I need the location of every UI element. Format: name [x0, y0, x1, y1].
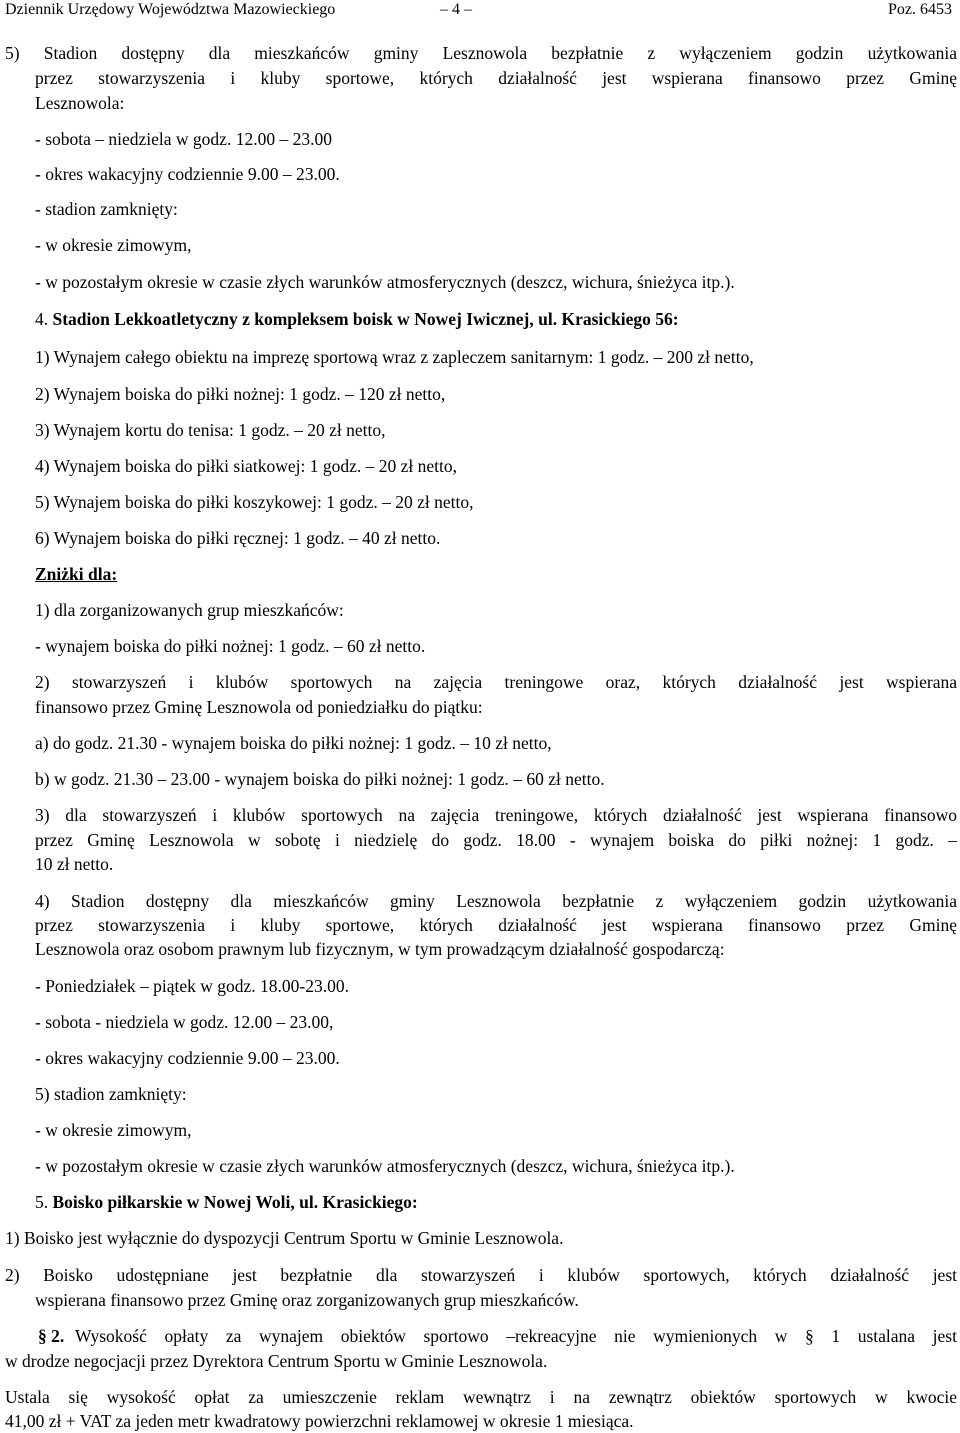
paragraph-line: 3) dla stowarzyszeń i klubów sportowych na zajęcia treningowe, których działalność jest wspierana finansowo [35, 805, 957, 825]
price-item: 6) Wynajem boiska do piłki ręcznej: 1 godz. – 40 zł netto. [35, 528, 441, 548]
paragraph-line: 41,00 zł + VAT za jeden metr kwadratowy powierzchni reklamowej w okresie 1 miesiąca. [5, 1411, 634, 1431]
price-item: 2) Wynajem boiska do piłki nożnej: 1 godz. – 120 zł netto, [35, 384, 446, 404]
price-item: 3) Wynajem kortu do tenisa: 1 godz. – 20 zł netto, [35, 420, 386, 440]
paragraph-line: finansowo przez Gminę Lesznowola od poniedziałku do piątku: [35, 697, 483, 717]
paragraph-line: Lesznowola: [35, 93, 125, 113]
paragraph-line: przez Gminę Lesznowola w sobotę i niedzielę do godz. 18.00 - wynajem boiska do piłki nożnej: 1 godz. – [35, 830, 957, 850]
list-item: - w pozostałym okresie w czasie złych warunków atmosferycznych (deszcz, wichura, śnieżyca itp.). [35, 1156, 735, 1176]
paragraph-line: Wysokość opłaty za wynajem obiektów sportowo –rekreacyjne nie wymienionych w § 1 ustalana jest [75, 1326, 957, 1346]
paragraph-section-2 [38, 1325, 957, 1347]
list-item: a) do godz. 21.30 - wynajem boiska do piłki nożnej: 1 godz. – 10 zł netto, [35, 733, 552, 753]
paragraph-line: 2) Boisko udostępniane jest bezpłatnie dla stowarzyszeń i klubów sportowych, których działalność jest [5, 1265, 957, 1285]
paragraph-line: 10 zł netto. [35, 854, 114, 874]
list-item: - w pozostałym okresie w czasie złych warunków atmosferycznych (deszcz, wichura, śnieżyca itp.). [35, 272, 735, 292]
paragraph-line: przez stowarzyszenia i kluby sportowe, których działalność jest wspierana finansowo przez Gminę [35, 68, 957, 88]
list-item: b) w godz. 21.30 – 23.00 - wynajem boiska do piłki nożnej: 1 godz. – 60 zł netto. [35, 769, 605, 789]
list-item: - Poniedziałek – piątek w godz. 18.00-23.00. [35, 976, 349, 996]
paragraph-line: 4) Stadion dostępny dla mieszkańców gminy Lesznowola bezpłatnie z wyłączeniem godzin użytkowania [35, 891, 957, 911]
list-item: - sobota – niedziela w godz. 12.00 – 23.00 [35, 129, 332, 149]
paragraph-line: przez stowarzyszenia i kluby sportowe, których działalność jest wspierana finansowo przez Gminę [35, 915, 957, 935]
header-page-number: – 4 – [440, 1, 472, 18]
paragraph-line: wspierana finansowo przez Gminę oraz zorganizowanych grup mieszkańców. [35, 1290, 579, 1310]
list-item: - w okresie zimowym, [35, 235, 192, 255]
list-item: 1) Boisko jest wyłącznie do dyspozycji Centrum Sportu w Gminie Lesznowola. [5, 1228, 564, 1248]
price-item: 5) Wynajem boiska do piłki koszykowej: 1 godz. – 20 zł netto, [35, 492, 474, 512]
header-position: Poz. 6453 [888, 1, 952, 18]
header-journal-title: Dziennik Urzędowy Województwa Mazowieckiego [5, 1, 336, 18]
paragraph-line: Ustala się wysokość opłat za umieszczenie reklam wewnątrz i na zewnątrz obiektów sportowych w kwocie [5, 1387, 957, 1407]
section-number: 4. [35, 309, 49, 329]
section-heading [35, 1191, 418, 1213]
paragraph-line: 5) Stadion dostępny dla mieszkańców gminy Lesznowola bezpłatnie z wyłączeniem godzin użytkowania [5, 43, 957, 63]
list-item: - wynajem boiska do piłki nożnej: 1 godz. – 60 zł netto. [35, 636, 426, 656]
list-item: 5) stadion zamknięty: [35, 1084, 187, 1104]
paragraph-line: Lesznowola oraz osobom prawnym lub fizycznym, w tym prowadzącym działalność gospodarczą: [35, 939, 725, 959]
paragraph-line: w drodze negocjacji przez Dyrektora Centrum Sportu w Gminie Lesznowola. [5, 1351, 548, 1371]
list-item: - sobota - niedziela w godz. 12.00 – 23.00, [35, 1012, 334, 1032]
discounts-heading: Zniżki dla: [35, 564, 118, 584]
list-item: - w okresie zimowym, [35, 1120, 192, 1140]
section-title: Boisko piłkarskie w Nowej Woli, ul. Krasickiego: [52, 1192, 418, 1212]
section-title: Stadion Lekkoatletyczny z kompleksem boisk w Nowej Iwicznej, ul. Krasickiego 56: [52, 309, 679, 329]
list-item: - okres wakacyjny codziennie 9.00 – 23.00. [35, 1048, 340, 1068]
price-item: 4) Wynajem boiska do piłki siatkowej: 1 godz. – 20 zł netto, [35, 456, 457, 476]
list-item: 1) dla zorganizowanych grup mieszkańców: [35, 600, 344, 620]
section-number: 5. [35, 1192, 49, 1212]
list-item: - stadion zamknięty: [35, 199, 178, 219]
price-item: 1) Wynajem całego obiektu na imprezę sportową wraz z zapleczem sanitarnym: 1 godz. – 200 zł netto, [35, 347, 754, 367]
section-symbol: § 2. [38, 1326, 65, 1346]
list-item: - okres wakacyjny codziennie 9.00 – 23.00. [35, 164, 340, 184]
paragraph-line: 2) stowarzyszeń i klubów sportowych na zajęcia treningowe oraz, których działalność jest wspierana [35, 672, 957, 692]
section-heading [35, 308, 679, 330]
